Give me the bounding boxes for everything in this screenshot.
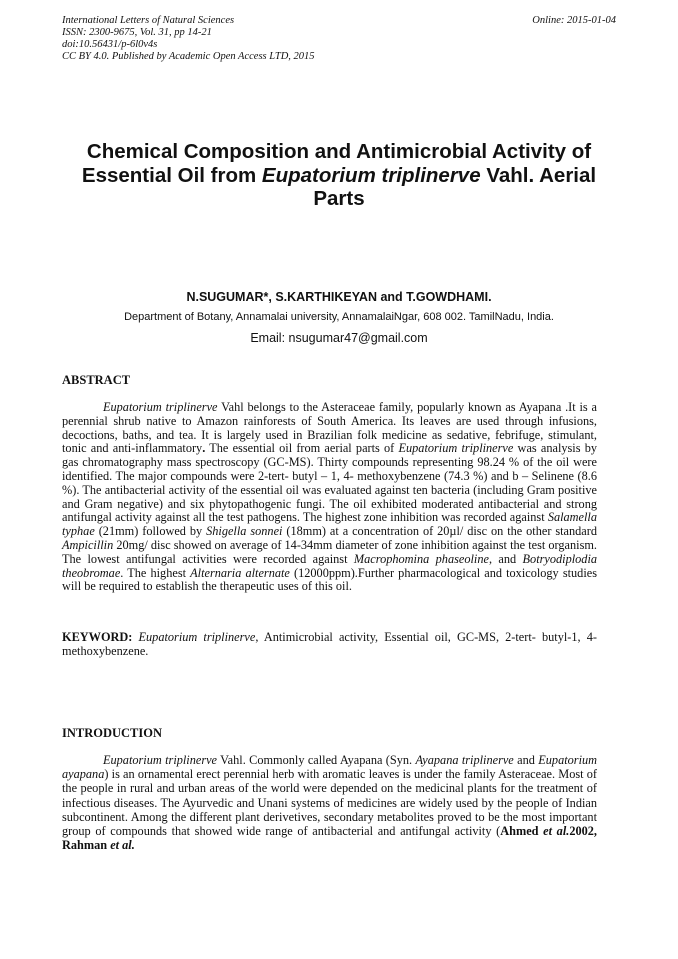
abstract-text: was analysis by gas chromatography mass spectroscopy (GC-MS). Thirty compounds representing 98.24 % of the oil were identified. The major compounds were 2-tert- butyl – 1, 4- methoxybenzene (74.3 %) and b – Selinene (8.6 %). The antibacterial activity of the essential oil was evaluated against ten bacteria (including Gram positive and Gram negative) and six phytopathogenic fungi. The oil exhibited moderated antibacterial and strong antifungal activity against all the test pathogens. The highest zone inhibition was recorded against: [62, 441, 598, 525]
title-species: Eupatorium triplinerve: [261, 163, 481, 187]
abstract-heading: ABSTRACT: [62, 373, 131, 387]
affiliation: Department of Botany, Annamalai university, AnnamalaiNgar, 608 002. TamilNadu, India.: [124, 311, 554, 323]
online-date: Online: 2015-01-04: [532, 15, 616, 26]
journal-header: [62, 15, 616, 63]
species-name: Ampicillin: [62, 537, 114, 552]
intro-text: and: [513, 753, 539, 767]
issn-line: ISSN: 2300-9675, Vol. 31, pp 14-21: [62, 27, 212, 38]
species-name: Botryodiplodia theobromae: [62, 551, 598, 580]
species-name: Ayapana triplinerve: [415, 753, 514, 767]
citation-etal: et al.: [110, 838, 135, 853]
journal-name: International Letters of Natural Sciences: [62, 15, 235, 26]
paper-title: [62, 140, 616, 211]
species-name: Eupatorium triplinerve: [398, 441, 514, 456]
author-list: N.SUGUMAR*, S.KARTHIKEYAN and T.GOWDHAMI.: [186, 290, 492, 304]
species-name: Eupatorium triplinerve: [132, 630, 256, 644]
species-name: Macrophomina phaseoline: [353, 551, 489, 566]
abstract-text: (12000ppm).Further pharmacological and toxicology studies will be required to establish the therapeutic uses of this oil.: [62, 565, 597, 594]
species-name: Shigella sonnei: [206, 524, 283, 539]
abstract-text: (21mm) followed by: [94, 524, 207, 539]
citation-author: 2002, Rahman: [62, 824, 597, 853]
title-text: Chemical Composition and Antimicrobial Activity of Essential Oil from: [81, 140, 592, 187]
abstract-text: , and: [488, 551, 523, 566]
species-name: Eupatorium triplinerve: [103, 753, 218, 767]
species-name: Eupatorium ayapana: [62, 753, 598, 782]
citation-etal: et al.: [543, 824, 570, 839]
keyword-text: , Antimicrobial activity, Essential oil, GC-MS, 2-tert- butyl-1, 4- methoxybenzene.: [62, 630, 597, 658]
author-email: Email: nsugumar47@gmail.com: [250, 331, 428, 345]
abstract-text: The essential oil from aerial parts of: [205, 441, 399, 456]
species-name: Salamella typhae: [62, 510, 597, 539]
abstract-text: Vahl belongs to the Asteraceae family, popularly known as Ayapana .It is a perennial shrub native to Amazon rainforests of South America. Its leaves are used through infusions, decoctions, baths, and tea. It is largely used in Brazilian folk medicine as sedative, febrifuge, stimulant, tonic and anti-inflammatory: [62, 400, 598, 456]
abstract-text: (18mm) at a concentration of 20µl/ disc on the other standard: [282, 524, 597, 539]
abstract-text: .: [202, 441, 206, 456]
license-line: CC BY 4.0. Published by Academic Open Access LTD, 2015: [62, 51, 315, 62]
species-name: Eupatorium triplinerve: [103, 400, 218, 414]
abstract-body: [62, 401, 597, 594]
species-name: Alternaria alternate: [190, 565, 290, 580]
abstract-text: 20mg/ disc showed on average of 14-34mm diameter of zone inhibition against the test organism. The lowest antifungal activities were recorded against: [62, 537, 597, 566]
keywords: [62, 631, 597, 659]
title-text-end: Vahl. Aerial Parts: [313, 163, 597, 210]
intro-text: Vahl. Commonly called Ayapana (Syn.: [217, 753, 416, 767]
intro-text: ) is an ornamental erect perennial herb with aromatic leaves is under the family Asteraceae. Most of the people in rural and urban areas of the world were depended on the medicinal plants for the treatment of infectious diseases. The Ayurvedic and Unani systems of medicines are widely used by the people of Indian subcontinent. Among the different plant derivetives, secondary metabolites proved to be the most important group of compounds that showed wide range of antibacterial and antifungal activity (: [62, 767, 597, 839]
doi-line: doi:10.56431/p-6l0v4s: [62, 39, 158, 50]
citation-author: Ahmed: [500, 824, 544, 839]
introduction-heading: INTRODUCTION: [62, 726, 163, 740]
abstract-text: . The highest: [120, 565, 191, 580]
keyword-label: KEYWORD:: [62, 630, 133, 644]
introduction-body: [62, 753, 597, 852]
